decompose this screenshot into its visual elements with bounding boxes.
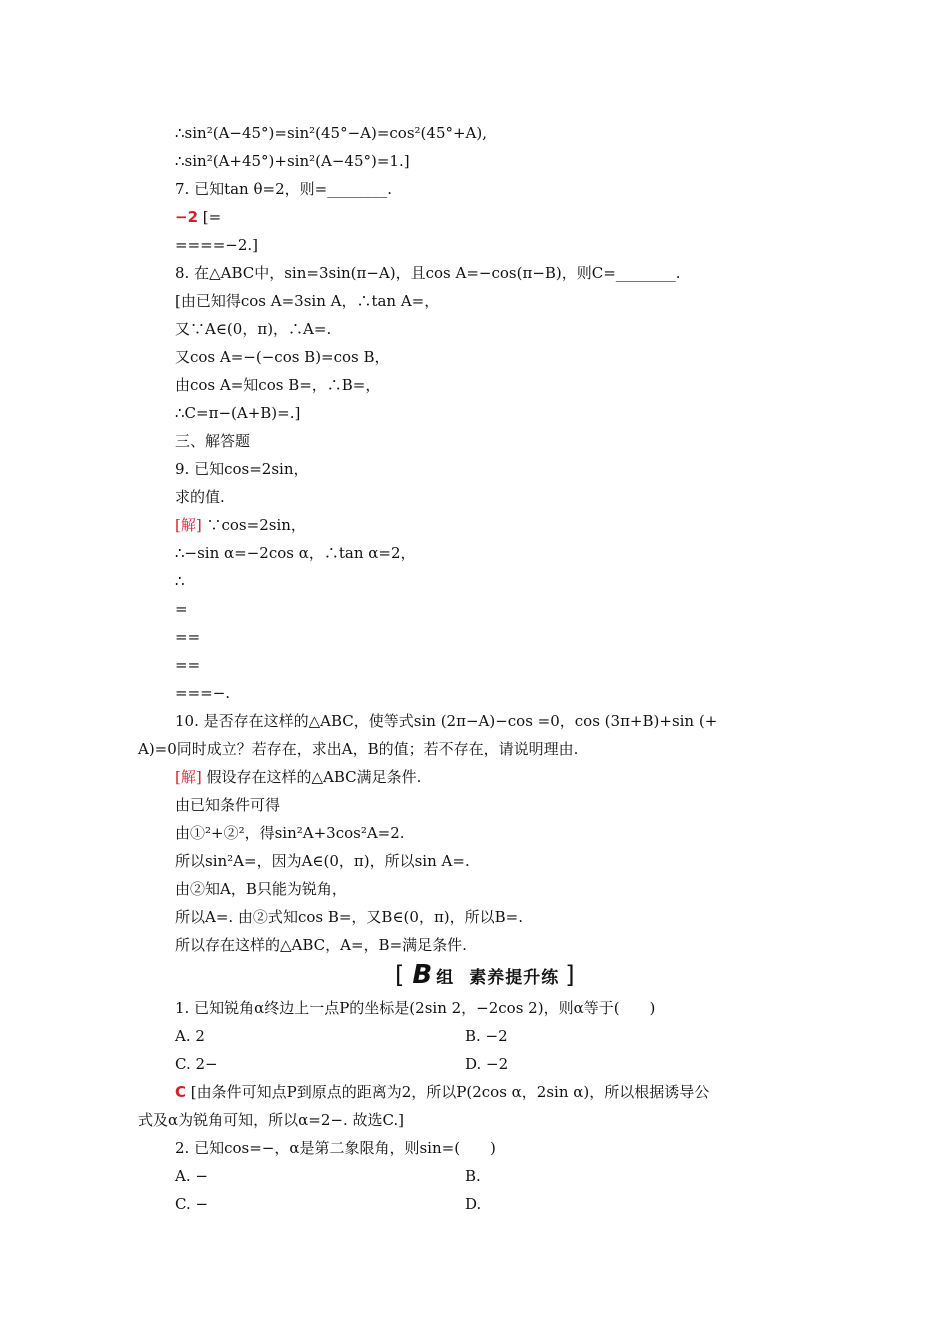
option-a: A. − <box>175 1167 208 1185</box>
text-line: 又∵A∈(0，π)，∴A=. <box>175 320 332 338</box>
text-line: 所以存在这样的△ABC，A=，B=满足条件. <box>175 936 467 954</box>
option-c: C. − <box>175 1195 209 1213</box>
text-line: 所以sin²A=，因为A∈(0，π)，所以sin A=. <box>175 852 470 870</box>
banner-bracket-right: ] <box>565 961 575 989</box>
banner-title: 素养提升练 <box>469 967 560 988</box>
text-line: == <box>175 628 201 646</box>
solution-tag: [解] <box>175 516 202 534</box>
answer-line <box>175 207 221 227</box>
option-b: B. <box>465 1167 481 1185</box>
text-line: ∴sin²(A−45°)=sin²(45°−A)=cos²(45°+A), <box>175 124 488 142</box>
option-c: C. 2− <box>175 1055 218 1073</box>
text-line: 式及α为锐角可知，所以α=2−. 故选C.] <box>138 1111 405 1129</box>
option-d: D. <box>465 1195 482 1213</box>
question-10: 10. 是否存在这样的△ABC，使等式sin (2π−A)−cos =0，cos (3π+B)+sin (+ <box>175 712 718 730</box>
text-line: ∴ <box>175 572 185 590</box>
question-b1: 1. 已知锐角α终边上一点P的坐标是(2sin 2，−2cos 2)，则α等于( ) <box>175 999 656 1017</box>
solution-line <box>175 515 306 535</box>
option-d: D. −2 <box>465 1055 509 1073</box>
text-line: A)=0同时成立？若存在，求出A，B的值；若不存在，请说明理由. <box>138 740 579 758</box>
text-line: 由cos A=知cos B=，∴B=， <box>175 376 381 394</box>
text-line: ∴C=π−(A+B)=.] <box>175 404 301 422</box>
answer-q7: −2 <box>175 208 199 226</box>
question-7: 7. 已知tan θ=2，则=________. <box>175 180 392 198</box>
solution-line <box>175 767 421 787</box>
text-line: 由①²+②²，得sin²A+3cos²A=2. <box>175 824 405 842</box>
text-line: ∴−sin α=−2cos α，∴tan α=2， <box>175 544 416 562</box>
option-b: B. −2 <box>465 1027 508 1045</box>
banner-label: 组 <box>436 967 454 988</box>
question-b2: 2. 已知cos=−，α是第二象限角，则sin=( ) <box>175 1139 496 1157</box>
banner-letter: B <box>412 960 432 990</box>
solution-text: ∵cos=2sin， <box>206 516 306 534</box>
section-banner <box>395 960 575 990</box>
text-line: 由已知条件可得 <box>175 796 281 814</box>
text-line: ====−2.] <box>175 236 259 254</box>
section-heading: 三、解答题 <box>175 432 251 450</box>
answer-text: [由已知得cos A=3sin A，∴tan A=， <box>175 292 440 310</box>
answer-text: [由条件可知点P到原点的距离为2，所以P(2cos α，2sin α)，所以根据诱导公 <box>190 1083 710 1101</box>
question-8: 8. 在△ABC中，sin=3sin(π−A)，且cos A=−cos(π−B)，则C=________. <box>175 264 681 282</box>
question-9: 9. 已知cos=2sin， <box>175 460 309 478</box>
text-line: = <box>175 600 188 618</box>
answer-q1: C <box>175 1083 187 1101</box>
banner-bracket-left: [ <box>395 961 405 989</box>
answer-text: [= <box>202 208 222 226</box>
text-line: 又cos A=−(−cos B)=cos B， <box>175 348 390 366</box>
text-line: ∴sin²(A+45°)+sin²(A−45°)=1.] <box>175 152 410 170</box>
text-line: == <box>175 656 201 674</box>
solution-tag: [解] <box>175 768 202 786</box>
text-line: 求的值. <box>175 488 225 506</box>
text-line: 所以A=. 由②式知cos B=，又B∈(0，π)，所以B=. <box>175 908 524 926</box>
answer-line <box>175 291 439 311</box>
answer-line <box>175 1082 709 1102</box>
text-line: 由②知A，B只能为锐角， <box>175 880 347 898</box>
solution-text: 假设存在这样的△ABC满足条件. <box>206 768 422 786</box>
option-a: A. 2 <box>175 1027 205 1045</box>
text-line: ===−. <box>175 684 231 702</box>
